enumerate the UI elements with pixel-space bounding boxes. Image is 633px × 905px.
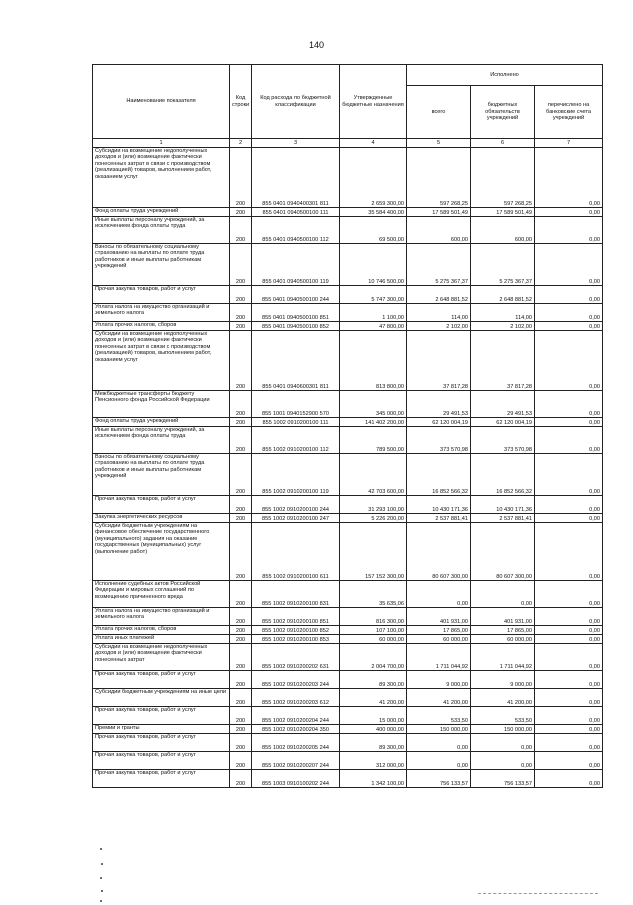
page-number: 140: [308, 40, 325, 50]
row-obligations: 1 711 044,92: [471, 644, 535, 671]
row-transferred: 0,00: [535, 725, 603, 734]
row-approved: 15 000,00: [340, 707, 407, 725]
row-transferred: 0,00: [535, 752, 603, 770]
row-transferred: 0,00: [535, 626, 603, 635]
table-row: [93, 454, 603, 496]
row-transferred: 0,00: [535, 689, 603, 707]
row-kbk: 855 0401 0940400301 811: [252, 148, 340, 208]
table-row: [93, 770, 603, 788]
row-transferred: 0,00: [535, 644, 603, 671]
column-numbers-row: [93, 139, 603, 148]
header-total: всего: [407, 86, 471, 139]
row-kbk: 855 1003 0910100202 244: [252, 770, 340, 788]
row-transferred: 0,00: [535, 523, 603, 581]
row-name: Прочая закупка товаров, работ и услуг: [93, 707, 230, 725]
expenditure-table: [92, 64, 603, 788]
table-row: [93, 496, 603, 514]
row-code: 200: [230, 454, 252, 496]
row-code: 200: [230, 427, 252, 454]
row-transferred: 0,00: [535, 148, 603, 208]
row-transferred: 0,00: [535, 418, 603, 427]
table-row: [93, 626, 603, 635]
header-code: Код строки: [230, 65, 252, 139]
row-approved: 345 000,00: [340, 391, 407, 418]
row-total: 16 852 566,32: [407, 454, 471, 496]
row-kbk: 855 1002 0910200100 112: [252, 427, 340, 454]
table-row: [93, 707, 603, 725]
row-kbk: 855 1001 0940152900 570: [252, 391, 340, 418]
row-name: Премии и гранты: [93, 725, 230, 734]
row-transferred: 0,00: [535, 734, 603, 752]
row-transferred: 0,00: [535, 707, 603, 725]
row-approved: 69 500,00: [340, 217, 407, 244]
row-transferred: 0,00: [535, 671, 603, 689]
row-transferred: 0,00: [535, 454, 603, 496]
row-kbk: 855 0401 0940500100 119: [252, 244, 340, 286]
row-approved: 1 342 100,00: [340, 770, 407, 788]
row-name: Иные выплаты персоналу учреждений, за исключением фонда оплаты труда: [93, 217, 230, 244]
row-name: Субсидии бюджетным учреждениям на иные цели: [93, 689, 230, 707]
row-name: Субсидии на возмещение недополученных доходов и (или) возмещение фактически понесенных затрат в связи с производством (реализацией) товаров, выполнением работ, оказанием услуг: [93, 148, 230, 208]
table-row: [93, 734, 603, 752]
row-transferred: 0,00: [535, 391, 603, 418]
table-row: [93, 208, 603, 217]
row-approved: 5 226 200,00: [340, 514, 407, 523]
row-code: 200: [230, 523, 252, 581]
row-approved: 42 703 600,00: [340, 454, 407, 496]
row-code: 200: [230, 496, 252, 514]
row-code: 200: [230, 244, 252, 286]
table-row: [93, 322, 603, 331]
row-name: Прочая закупка товаров, работ и услуг: [93, 770, 230, 788]
row-transferred: 0,00: [535, 770, 603, 788]
row-name: Прочая закупка товаров, работ и услуг: [93, 286, 230, 304]
row-obligations: 80 607 300,00: [471, 523, 535, 581]
footer-line: [478, 893, 598, 894]
row-obligations: 60 000,00: [471, 635, 535, 644]
row-code: 200: [230, 514, 252, 523]
row-obligations: 756 133,57: [471, 770, 535, 788]
row-name: Прочая закупка товаров, работ и услуг: [93, 734, 230, 752]
row-transferred: 0,00: [535, 581, 603, 608]
table-row: [93, 244, 603, 286]
row-approved: 400 000,00: [340, 725, 407, 734]
row-approved: 35 584 400,00: [340, 208, 407, 217]
row-code: 200: [230, 608, 252, 626]
row-code: 200: [230, 635, 252, 644]
row-kbk: 855 1002 0910200100 831: [252, 581, 340, 608]
row-obligations: 10 430 171,36: [471, 496, 535, 514]
row-total: 29 491,53: [407, 391, 471, 418]
row-name: Взносы по обязательному социальному страхованию на выплаты по оплате труда работников и иные выплаты работникам учреждений: [93, 454, 230, 496]
header-transferred: перечислено на банковские счета учреждений: [535, 86, 603, 139]
row-name: Субсидии на возмещение недополученных доходов и (или) возмещение фактически понесенных затрат в связи с производством (реализацией) товаров, выполнением работ, оказанием услуг: [93, 331, 230, 391]
table-row: [93, 427, 603, 454]
row-name: Уплата иных платежей: [93, 635, 230, 644]
row-total: 10 430 171,36: [407, 496, 471, 514]
table-row: [93, 514, 603, 523]
row-obligations: 9 000,00: [471, 671, 535, 689]
row-total: 1 711 044,92: [407, 644, 471, 671]
row-total: 2 102,00: [407, 322, 471, 331]
row-name: Уплата налога на имущество организаций и земельного налога: [93, 304, 230, 322]
row-total: 41 200,00: [407, 689, 471, 707]
table-row: [93, 644, 603, 671]
row-kbk: 855 1002 0910200100 852: [252, 626, 340, 635]
header-name: Наименование показателя: [93, 65, 230, 139]
row-total: 0,00: [407, 734, 471, 752]
row-obligations: 17 865,00: [471, 626, 535, 635]
row-code: 200: [230, 725, 252, 734]
row-obligations: 16 852 566,32: [471, 454, 535, 496]
row-kbk: 855 1002 0910200207 244: [252, 752, 340, 770]
header-approved: Утвержденные бюджетные назначения: [340, 65, 407, 139]
row-total: 80 607 300,00: [407, 523, 471, 581]
row-obligations: 5 275 367,37: [471, 244, 535, 286]
row-name: Прочая закупка товаров, работ и услуг: [93, 671, 230, 689]
row-total: 37 817,28: [407, 331, 471, 391]
row-transferred: 0,00: [535, 496, 603, 514]
row-code: 200: [230, 304, 252, 322]
row-obligations: 17 589 501,49: [471, 208, 535, 217]
row-transferred: 0,00: [535, 217, 603, 244]
row-kbk: 855 1002 0910200205 244: [252, 734, 340, 752]
row-approved: 141 402 200,00: [340, 418, 407, 427]
row-name: Уплата прочих налогов, сборов: [93, 626, 230, 635]
row-code: 200: [230, 707, 252, 725]
row-total: 17 589 501,49: [407, 208, 471, 217]
row-obligations: 29 491,53: [471, 391, 535, 418]
row-total: 600,00: [407, 217, 471, 244]
row-code: 200: [230, 770, 252, 788]
row-code: 200: [230, 391, 252, 418]
row-obligations: 2 648 881,52: [471, 286, 535, 304]
table-row: [93, 608, 603, 626]
table-row: [93, 286, 603, 304]
row-name: Прочая закупка товаров, работ и услуг: [93, 496, 230, 514]
row-transferred: 0,00: [535, 608, 603, 626]
header-budget-obligations: бюджетных обязательств учреждений: [471, 86, 535, 139]
row-code: 200: [230, 217, 252, 244]
row-name: Субсидии бюджетным учреждениям на финансовое обеспечение государственного (муниципального) задания на оказание государственных (муниципальных) услуг (выполнение работ): [93, 523, 230, 581]
table-row: [93, 331, 603, 391]
row-code: 200: [230, 148, 252, 208]
row-name: Прочая закупка товаров, работ и услуг: [93, 752, 230, 770]
row-code: 200: [230, 752, 252, 770]
column-number: 5: [407, 139, 471, 148]
row-transferred: 0,00: [535, 514, 603, 523]
row-obligations: 600,00: [471, 217, 535, 244]
row-name: Уплата прочих налогов, сборов: [93, 322, 230, 331]
row-total: 150 000,00: [407, 725, 471, 734]
table-body: [93, 148, 603, 788]
column-number: 4: [340, 139, 407, 148]
row-approved: 816 300,00: [340, 608, 407, 626]
row-name: Взносы по обязательному социальному страхованию на выплаты по оплате труда работников и иные выплаты работникам учреждений: [93, 244, 230, 286]
row-name: Закупка энергетических ресурсов: [93, 514, 230, 523]
table-row: [93, 523, 603, 581]
table-row: [93, 725, 603, 734]
row-approved: 157 152 300,00: [340, 523, 407, 581]
column-number: 3: [252, 139, 340, 148]
table-row: [93, 304, 603, 322]
row-kbk: 855 1002 0910200203 244: [252, 671, 340, 689]
column-number: 2: [230, 139, 252, 148]
row-approved: 41 200,00: [340, 689, 407, 707]
row-approved: 107 100,00: [340, 626, 407, 635]
table-row: [93, 217, 603, 244]
row-code: 200: [230, 418, 252, 427]
column-number: 7: [535, 139, 603, 148]
row-total: 5 275 367,37: [407, 244, 471, 286]
row-code: 200: [230, 644, 252, 671]
row-obligations: 401 931,00: [471, 608, 535, 626]
row-code: 200: [230, 331, 252, 391]
row-obligations: 62 120 004,19: [471, 418, 535, 427]
row-name: Уплата налога на имущество организаций и земельного налога: [93, 608, 230, 626]
row-approved: 60 000,00: [340, 635, 407, 644]
table-row: [93, 671, 603, 689]
row-approved: 2 659 300,00: [340, 148, 407, 208]
row-kbk: 855 0401 0940500100 852: [252, 322, 340, 331]
row-code: 200: [230, 286, 252, 304]
table-row: [93, 581, 603, 608]
row-total: 9 000,00: [407, 671, 471, 689]
column-number: 6: [471, 139, 535, 148]
row-total: 756 133,57: [407, 770, 471, 788]
row-transferred: 0,00: [535, 427, 603, 454]
row-kbk: 855 0401 0940500100 111: [252, 208, 340, 217]
row-obligations: 0,00: [471, 734, 535, 752]
row-total: 60 000,00: [407, 635, 471, 644]
row-obligations: 533,50: [471, 707, 535, 725]
row-kbk: 855 1002 0910200100 111: [252, 418, 340, 427]
table-row: [93, 752, 603, 770]
row-code: 200: [230, 626, 252, 635]
row-obligations: 2 102,00: [471, 322, 535, 331]
row-obligations: 41 200,00: [471, 689, 535, 707]
row-total: 17 865,00: [407, 626, 471, 635]
row-code: 200: [230, 581, 252, 608]
row-code: 200: [230, 689, 252, 707]
row-code: 200: [230, 734, 252, 752]
row-total: 401 931,00: [407, 608, 471, 626]
row-kbk: 855 1002 0910200100 247: [252, 514, 340, 523]
table-row: [93, 418, 603, 427]
row-kbk: 855 1002 0910200100 244: [252, 496, 340, 514]
row-kbk: 855 1002 0910200100 853: [252, 635, 340, 644]
row-approved: 47 800,00: [340, 322, 407, 331]
row-approved: 1 100,00: [340, 304, 407, 322]
row-transferred: 0,00: [535, 331, 603, 391]
row-total: 2 537 881,41: [407, 514, 471, 523]
row-approved: 789 500,00: [340, 427, 407, 454]
row-obligations: 0,00: [471, 752, 535, 770]
header-class-code: Код расхода по бюджетной классификации: [252, 65, 340, 139]
row-name: Фонд оплаты труда учреждений: [93, 208, 230, 217]
row-kbk: 855 1002 0910200203 612: [252, 689, 340, 707]
row-obligations: 37 817,28: [471, 331, 535, 391]
row-name: Межбюджетные трансферты бюджету Пенсионного фонда Российской Федерации: [93, 391, 230, 418]
row-approved: 31 293 100,00: [340, 496, 407, 514]
row-obligations: 114,00: [471, 304, 535, 322]
row-kbk: 855 1002 0910200100 851: [252, 608, 340, 626]
row-obligations: 2 537 881,41: [471, 514, 535, 523]
row-total: 0,00: [407, 581, 471, 608]
row-kbk: 855 0401 0940600301 811: [252, 331, 340, 391]
row-transferred: 0,00: [535, 208, 603, 217]
row-kbk: 855 0401 0940500100 244: [252, 286, 340, 304]
row-approved: 10 746 500,00: [340, 244, 407, 286]
row-approved: 5 747 300,00: [340, 286, 407, 304]
row-approved: 89 300,00: [340, 671, 407, 689]
table-row: [93, 148, 603, 208]
row-code: 200: [230, 671, 252, 689]
row-name: Иные выплаты персоналу учреждений, за исключением фонда оплаты труда: [93, 427, 230, 454]
table-row: [93, 391, 603, 418]
row-total: 114,00: [407, 304, 471, 322]
row-transferred: 0,00: [535, 286, 603, 304]
row-kbk: 855 1002 0910200100 119: [252, 454, 340, 496]
table-row: [93, 635, 603, 644]
row-total: 0,00: [407, 752, 471, 770]
row-total: 373 570,98: [407, 427, 471, 454]
row-obligations: 150 000,00: [471, 725, 535, 734]
table-row: [93, 689, 603, 707]
row-approved: 89 300,00: [340, 734, 407, 752]
row-code: 200: [230, 208, 252, 217]
row-total: 62 120 004,19: [407, 418, 471, 427]
column-number: 1: [93, 139, 230, 148]
row-approved: 2 004 700,00: [340, 644, 407, 671]
row-obligations: 0,00: [471, 581, 535, 608]
row-code: 200: [230, 322, 252, 331]
row-kbk: 855 0401 0940500100 112: [252, 217, 340, 244]
row-kbk: 855 1002 0910200202 631: [252, 644, 340, 671]
row-kbk: 855 0401 0940500100 851: [252, 304, 340, 322]
row-transferred: 0,00: [535, 244, 603, 286]
row-name: Исполнение судебных актов Российской Федерации и мировых соглашений по возмещению причиненного вреда: [93, 581, 230, 608]
row-total: 2 648 881,52: [407, 286, 471, 304]
row-total: 533,50: [407, 707, 471, 725]
row-obligations: 597 268,25: [471, 148, 535, 208]
row-transferred: 0,00: [535, 635, 603, 644]
row-approved: 813 800,00: [340, 331, 407, 391]
row-obligations: 373 570,98: [471, 427, 535, 454]
row-approved: 312 000,00: [340, 752, 407, 770]
row-kbk: 855 1002 0910200204 244: [252, 707, 340, 725]
header-executed: Исполнено: [407, 65, 603, 86]
row-kbk: 855 1002 0910200100 611: [252, 523, 340, 581]
row-kbk: 855 1002 0910200204 350: [252, 725, 340, 734]
row-transferred: 0,00: [535, 322, 603, 331]
row-name: Фонд оплаты труда учреждений: [93, 418, 230, 427]
row-name: Субсидии на возмещение недополученных доходов и (или) возмещение фактически понесенных затрат: [93, 644, 230, 671]
row-total: 597 268,25: [407, 148, 471, 208]
row-transferred: 0,00: [535, 304, 603, 322]
row-approved: 35 635,06: [340, 581, 407, 608]
